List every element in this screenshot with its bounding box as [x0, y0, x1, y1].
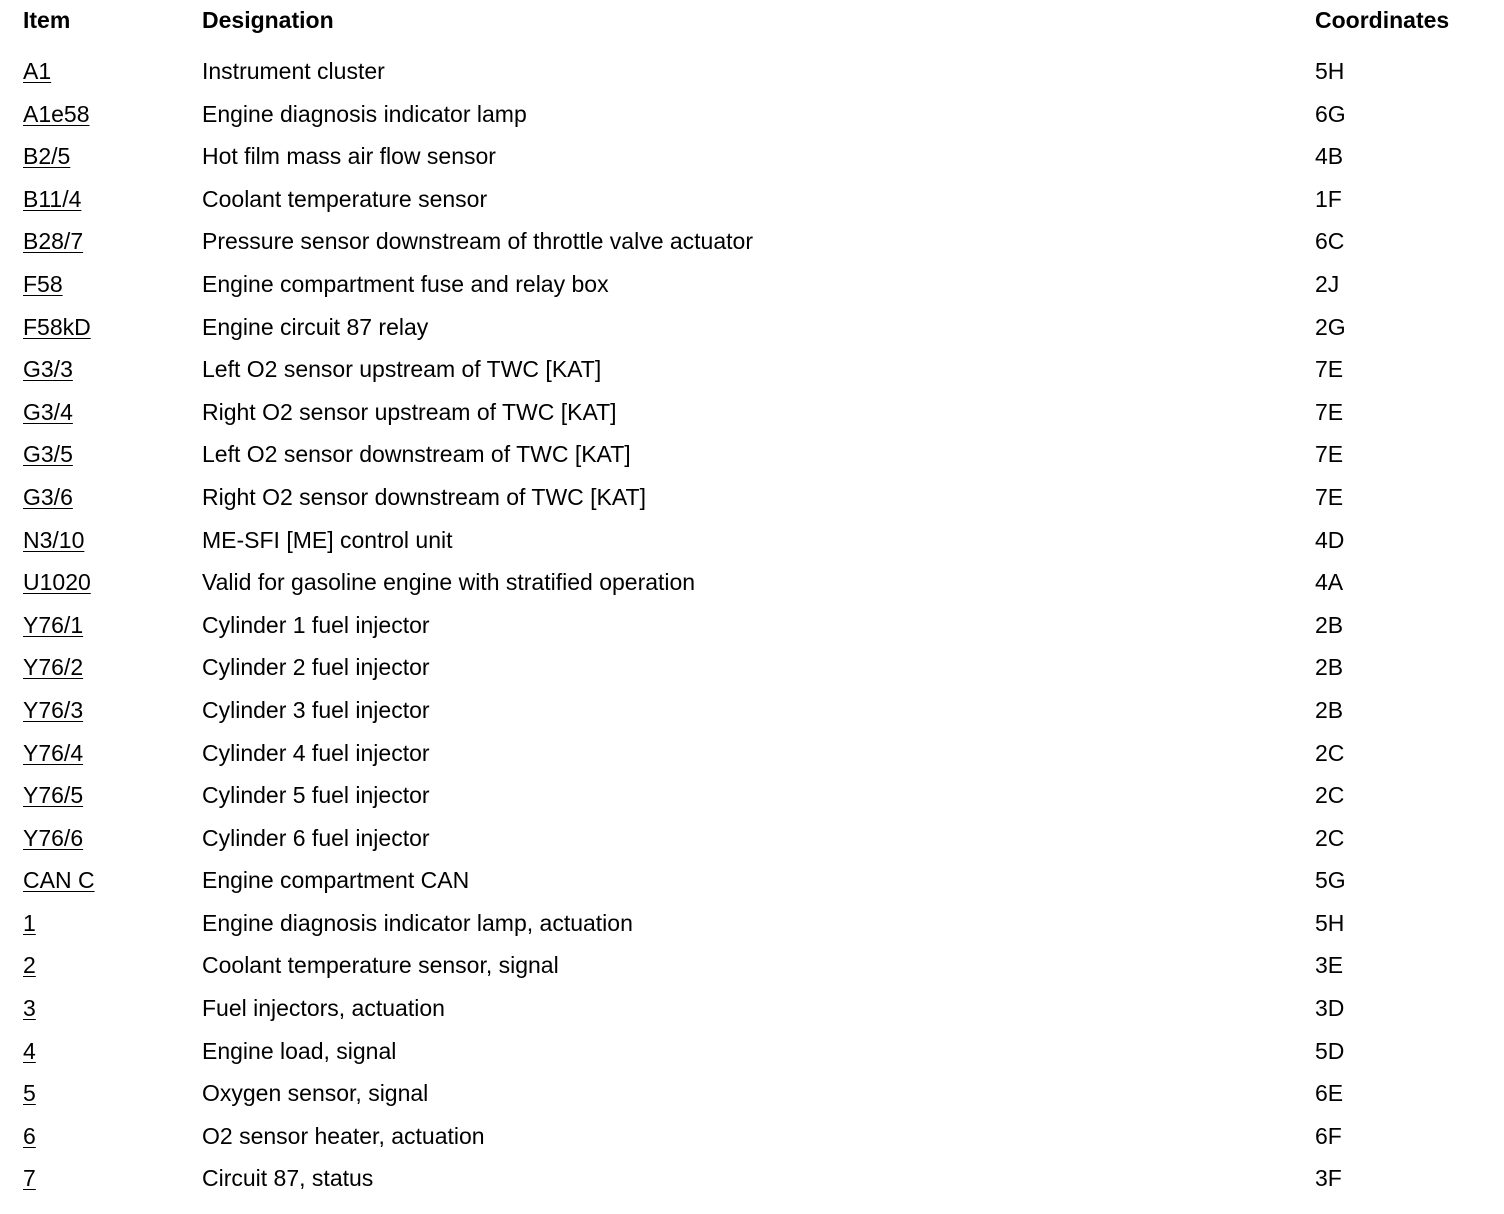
designation-cell: Cylinder 5 fuel injector — [202, 782, 430, 809]
designation-cell: Coolant temperature sensor, signal — [202, 952, 559, 979]
designation-cell: Pressure sensor downstream of throttle valve actuator — [202, 228, 753, 255]
table-row — [0, 732, 1504, 775]
coordinates-cell: 7E — [1315, 356, 1344, 383]
coordinates-cell: 5D — [1315, 1037, 1345, 1064]
table-row — [0, 902, 1504, 945]
table-row — [0, 1072, 1504, 1115]
designation-cell: Cylinder 3 fuel injector — [202, 696, 430, 723]
designation-cell: Engine circuit 87 relay — [202, 313, 429, 340]
item-link[interactable]: G3/6 — [23, 483, 73, 510]
item-link[interactable]: Y76/6 — [23, 824, 84, 851]
designation-cell: Engine compartment CAN — [202, 867, 470, 894]
coordinates-cell: 5G — [1315, 867, 1346, 894]
item-link[interactable]: A1e58 — [23, 100, 90, 127]
item-link[interactable]: G3/4 — [23, 398, 73, 425]
item-link[interactable]: 5 — [23, 1080, 36, 1107]
table-row — [0, 689, 1504, 732]
table-row — [0, 1115, 1504, 1158]
coordinates-cell: 2J — [1315, 270, 1340, 297]
item-link[interactable]: F58 — [23, 270, 63, 297]
coordinates-cell: 7E — [1315, 398, 1344, 425]
designation-cell: Circuit 87, status — [202, 1165, 374, 1192]
designation-cell: Oxygen sensor, signal — [202, 1080, 429, 1107]
item-link[interactable]: G3/5 — [23, 441, 73, 468]
designation-cell: Engine diagnosis indicator lamp — [202, 100, 527, 127]
coordinates-cell: 3E — [1315, 952, 1344, 979]
designation-cell: Cylinder 1 fuel injector — [202, 611, 430, 638]
table-row — [0, 93, 1504, 136]
item-link[interactable]: 4 — [23, 1037, 36, 1064]
item-link[interactable]: B2/5 — [23, 143, 71, 170]
coordinates-cell: 2B — [1315, 696, 1344, 723]
table-row — [0, 1157, 1504, 1200]
coordinates-cell: 5H — [1315, 909, 1345, 936]
designation-cell: Right O2 sensor upstream of TWC [KAT] — [202, 398, 617, 425]
item-link[interactable]: Y76/2 — [23, 654, 84, 681]
designation-cell: Valid for gasoline engine with stratified operation — [202, 569, 696, 596]
item-link[interactable]: Y76/3 — [23, 696, 84, 723]
coordinates-cell: 7E — [1315, 441, 1344, 468]
designation-cell: Left O2 sensor upstream of TWC [KAT] — [202, 356, 602, 383]
table-row — [0, 348, 1504, 391]
header-coordinates: Coordinates — [1315, 7, 1450, 33]
coordinates-cell: 1F — [1315, 185, 1342, 212]
item-link[interactable]: B28/7 — [23, 228, 84, 255]
coordinates-cell: 6F — [1315, 1122, 1342, 1149]
designation-cell: Hot film mass air flow sensor — [202, 143, 496, 170]
item-link[interactable]: Y76/5 — [23, 782, 84, 809]
item-link[interactable]: N3/10 — [23, 526, 85, 553]
coordinates-cell: 2C — [1315, 739, 1345, 766]
designation-cell: Coolant temperature sensor — [202, 185, 488, 212]
coordinates-cell: 6C — [1315, 228, 1345, 255]
coordinates-cell: 2G — [1315, 313, 1346, 340]
coordinates-cell: 7E — [1315, 483, 1344, 510]
table-row — [0, 1030, 1504, 1073]
table-row — [0, 220, 1504, 263]
designation-cell: Right O2 sensor downstream of TWC [KAT] — [202, 483, 646, 510]
designation-cell: Left O2 sensor downstream of TWC [KAT] — [202, 441, 631, 468]
designation-cell: Engine diagnosis indicator lamp, actuation — [202, 909, 633, 936]
item-link[interactable]: 6 — [23, 1122, 36, 1149]
designation-cell: Instrument cluster — [202, 58, 385, 84]
designation-cell: ME-SFI [ME] control unit — [202, 526, 453, 553]
item-link[interactable]: 2 — [23, 952, 36, 979]
table-row — [0, 561, 1504, 604]
table-row — [0, 263, 1504, 306]
coordinates-cell: 4A — [1315, 569, 1344, 596]
table-row — [0, 987, 1504, 1030]
item-link[interactable]: 7 — [23, 1165, 36, 1192]
table-row — [0, 859, 1504, 902]
coordinates-cell: 4B — [1315, 143, 1344, 170]
coordinates-cell: 2C — [1315, 824, 1345, 851]
designation-cell: Cylinder 2 fuel injector — [202, 654, 430, 681]
coordinates-cell: 6E — [1315, 1080, 1344, 1107]
item-link[interactable]: B11/4 — [23, 185, 82, 212]
table-row — [0, 519, 1504, 562]
coordinates-cell: 3F — [1315, 1165, 1342, 1192]
coordinates-cell: 3D — [1315, 995, 1345, 1022]
header-designation: Designation — [202, 7, 334, 33]
designation-cell: Fuel injectors, actuation — [202, 995, 445, 1022]
coordinates-cell: 5H — [1315, 58, 1345, 84]
table-row — [0, 944, 1504, 987]
table-row — [0, 604, 1504, 647]
designation-cell: Engine load, signal — [202, 1037, 397, 1064]
table-row — [0, 306, 1504, 349]
header-item: Item — [23, 7, 71, 33]
table-row — [0, 135, 1504, 178]
item-link[interactable]: Y76/4 — [23, 739, 84, 766]
table-row — [0, 433, 1504, 476]
table-row — [0, 476, 1504, 519]
table-row — [0, 817, 1504, 860]
coordinates-cell: 6G — [1315, 100, 1346, 127]
designation-cell: O2 sensor heater, actuation — [202, 1122, 485, 1149]
item-link[interactable]: F58kD — [23, 313, 91, 340]
table-header — [0, 7, 1504, 39]
table-row — [0, 646, 1504, 689]
item-link[interactable]: U1020 — [23, 569, 91, 596]
item-link[interactable]: A1 — [23, 58, 52, 84]
coordinates-cell: 4D — [1315, 526, 1345, 553]
designation-cell: Engine compartment fuse and relay box — [202, 270, 609, 297]
table-body — [0, 50, 1504, 1200]
item-link[interactable]: G3/3 — [23, 356, 73, 383]
table-row — [0, 391, 1504, 434]
item-link[interactable]: 1 — [23, 909, 36, 936]
table-row — [0, 50, 1504, 93]
table-row — [0, 178, 1504, 221]
coordinates-cell: 2B — [1315, 611, 1344, 638]
designation-cell: Cylinder 6 fuel injector — [202, 824, 430, 851]
coordinates-cell: 2C — [1315, 782, 1345, 809]
designation-cell: Cylinder 4 fuel injector — [202, 739, 430, 766]
coordinates-cell: 2B — [1315, 654, 1344, 681]
item-link[interactable]: CAN C — [23, 867, 95, 894]
table-row — [0, 774, 1504, 817]
item-link[interactable]: 3 — [23, 995, 36, 1022]
item-link[interactable]: Y76/1 — [23, 611, 84, 638]
